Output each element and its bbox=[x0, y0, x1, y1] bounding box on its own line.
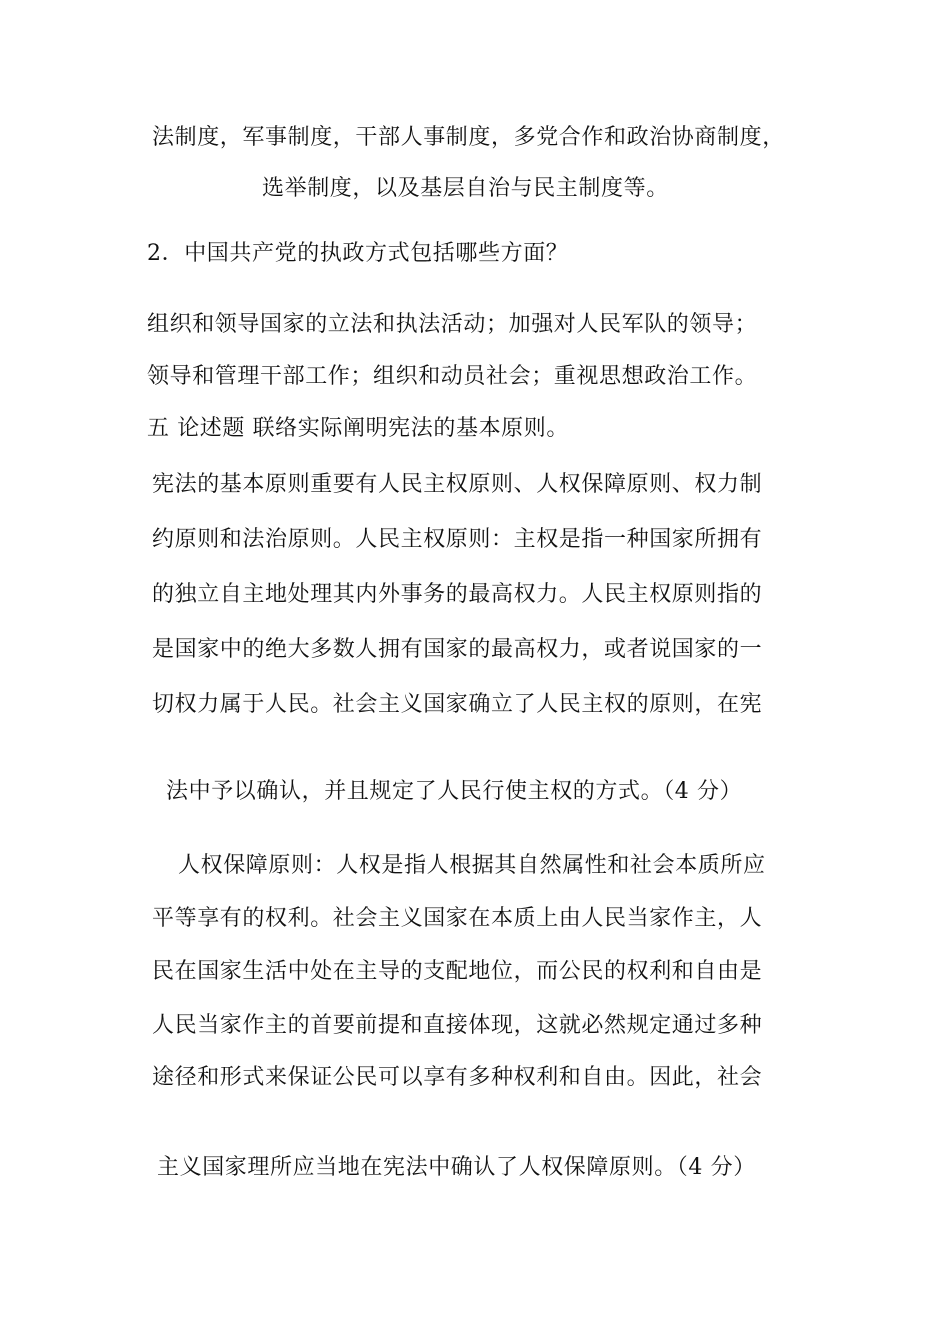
text-line: 约原则和法治原则。人民主权原则：主权是指一种国家所拥有 bbox=[152, 527, 763, 552]
question-heading: 2．中国共产党的执政方式包括哪些方面？ bbox=[147, 241, 569, 266]
text-line: 民在国家生活中处在主导的支配地位，而公民的权利和自由是 bbox=[152, 959, 763, 984]
text-line: 宪法的基本原则重要有人民主权原则、人权保障原则、权力制 bbox=[152, 472, 763, 497]
text-line: 平等享有的权利。社会主义国家在本质上由人民当家作主，人 bbox=[152, 906, 763, 931]
text-line: 领导和管理干部工作；组织和动员社会；重视思想政治工作。 bbox=[147, 364, 758, 389]
text-line: 法中予以确认，并且规定了人民行使主权的方式。（4 分） bbox=[166, 779, 743, 804]
text-line: 组织和领导国家的立法和执法活动；加强对人民军队的领导； bbox=[147, 312, 758, 337]
text-line: 选举制度，以及基层自治与民主制度等。 bbox=[262, 176, 669, 201]
text-line: 是国家中的绝大多数人拥有国家的最高权力，或者说国家的一 bbox=[152, 637, 763, 662]
section-heading: 五 论述题 联络实际阐明宪法的基本原则。 bbox=[147, 416, 569, 441]
text-line: 人民当家作主的首要前提和直接体现，这就必然规定通过多种 bbox=[152, 1013, 763, 1038]
text-line: 切权力属于人民。社会主义国家确立了人民主权的原则，在宪 bbox=[152, 692, 763, 717]
text-line: 主义国家理所应当地在宪法中确认了人权保障原则。（4 分） bbox=[157, 1155, 756, 1180]
text-line: 法制度，军事制度，干部人事制度，多党合作和政治协商制度， bbox=[152, 125, 785, 150]
text-line: 人权保障原则：人权是指人根据其自然属性和社会本质所应 bbox=[178, 853, 766, 878]
text-line: 的独立自主地处理其内外事务的最高权力。人民主权原则指的 bbox=[152, 582, 763, 607]
text-line: 途径和形式来保证公民可以享有多种权利和自由。因此，社会 bbox=[152, 1065, 763, 1090]
